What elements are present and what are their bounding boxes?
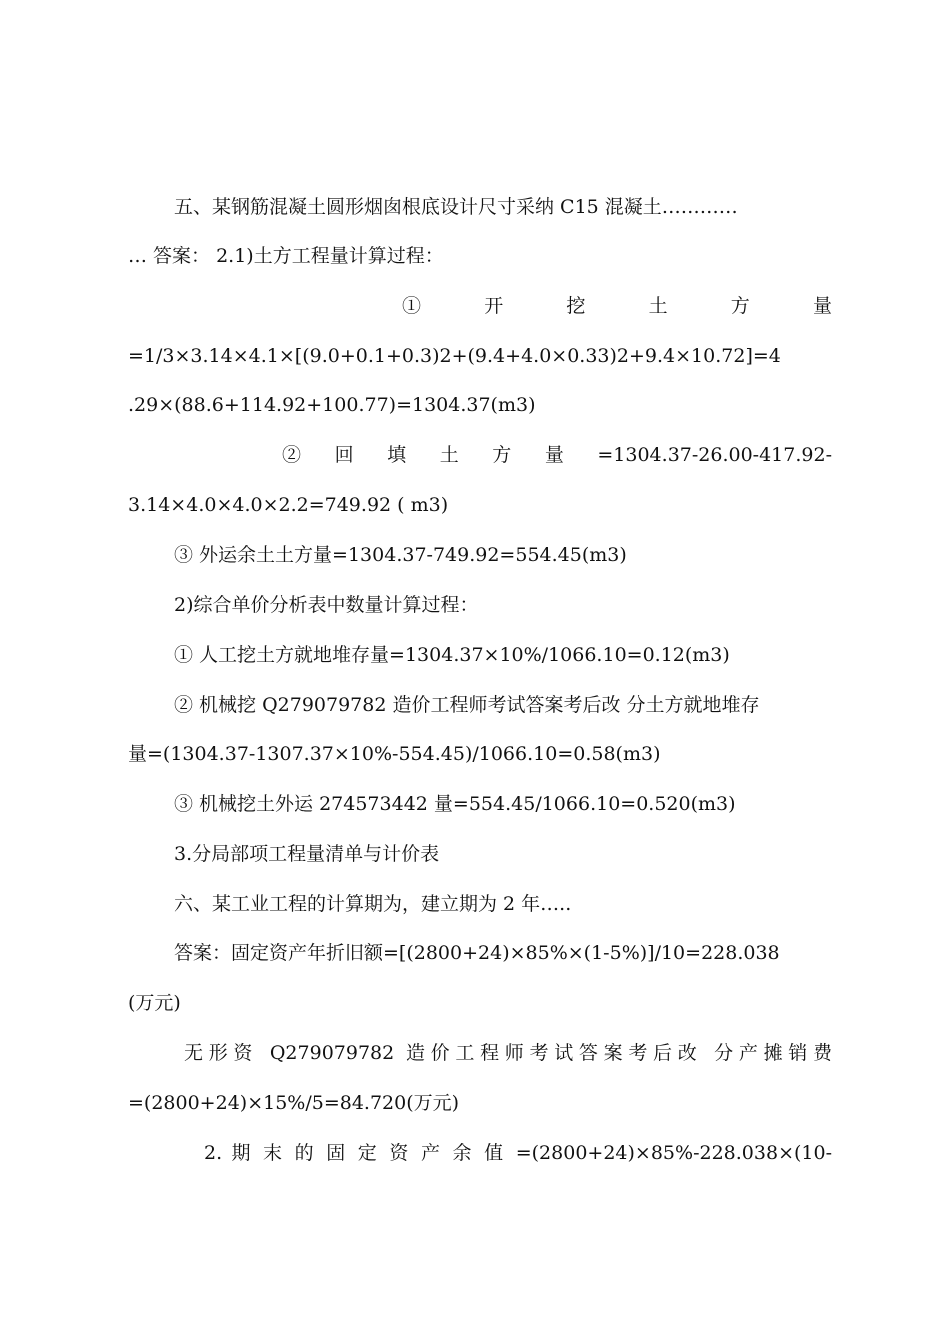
text-line-intangible-amortization: 无形资 Q279079782 造价工程师考试答案考后改 分产摊销费 — [184, 1042, 832, 1064]
text-line-machine-excavation: ② 机械挖 Q279079782 造价工程师考试答案考后改 分土方就地堆存 — [174, 694, 760, 716]
text-line-depreciation: 答案：固定资产年折旧额=[(2800+24)×85%×(1-5%)]/10=228.038 — [174, 942, 780, 964]
text-line-answer-heading: … 答案： 2.1)土方工程量计算过程： — [128, 245, 444, 267]
text-line-q6-title: 六、某工业工程的计算期为，建立期为 2 年….. — [174, 893, 572, 915]
text-line-unit-price-heading: 2)综合单价分析表中数量计算过程： — [174, 594, 479, 616]
text-line-backfill-label: ② 回 填 土 方 量 =1304.37-26.00-417.92- — [282, 444, 832, 466]
text-line-depreciation-unit: (万元) — [128, 992, 181, 1014]
text-line-excavation-label: ① 开 挖 土 方 量 — [402, 295, 832, 317]
text-line-excavation-result: .29×(88.6+114.92+100.77)=1304.37(m3) — [128, 394, 536, 416]
text-line-bill-heading: 3.分局部项工程量清单与计价表 — [174, 843, 440, 865]
text-line-q5-title: 五、某钢筋混凝土圆形烟囱根底设计尺寸采纳 C15 混凝土………… — [174, 196, 738, 218]
text-line-residual-value: 2. 期 末 的 固 定 资 产 余 值 =(2800+24)×85%-228.038×(10- — [204, 1142, 832, 1164]
text-line-surplus-soil: ③ 外运余土土方量=1304.37-749.92=554.45(m3) — [174, 544, 627, 566]
text-line-machine-transport: ③ 机械挖土外运 274573442 量=554.45/1066.10=0.520(m3) — [174, 793, 736, 815]
text-line-excavation-formula: =1/3×3.14×4.1×[(9.0+0.1+0.3)2+(9.4+4.0×0.33)2+9.4×10.72]=4 — [128, 345, 781, 367]
text-line-amortization-result: =(2800+24)×15%/5=84.720(万元) — [128, 1092, 460, 1114]
text-line-backfill-result: 3.14×4.0×4.0×2.2=749.92 ( m3) — [128, 494, 449, 516]
text-line-manual-excavation: ① 人工挖土方就地堆存量=1304.37×10%/1066.10=0.12(m3) — [174, 644, 730, 666]
text-line-machine-excavation-result: 量=(1304.37-1307.37×10%-554.45)/1066.10=0.58(m3) — [128, 743, 661, 765]
